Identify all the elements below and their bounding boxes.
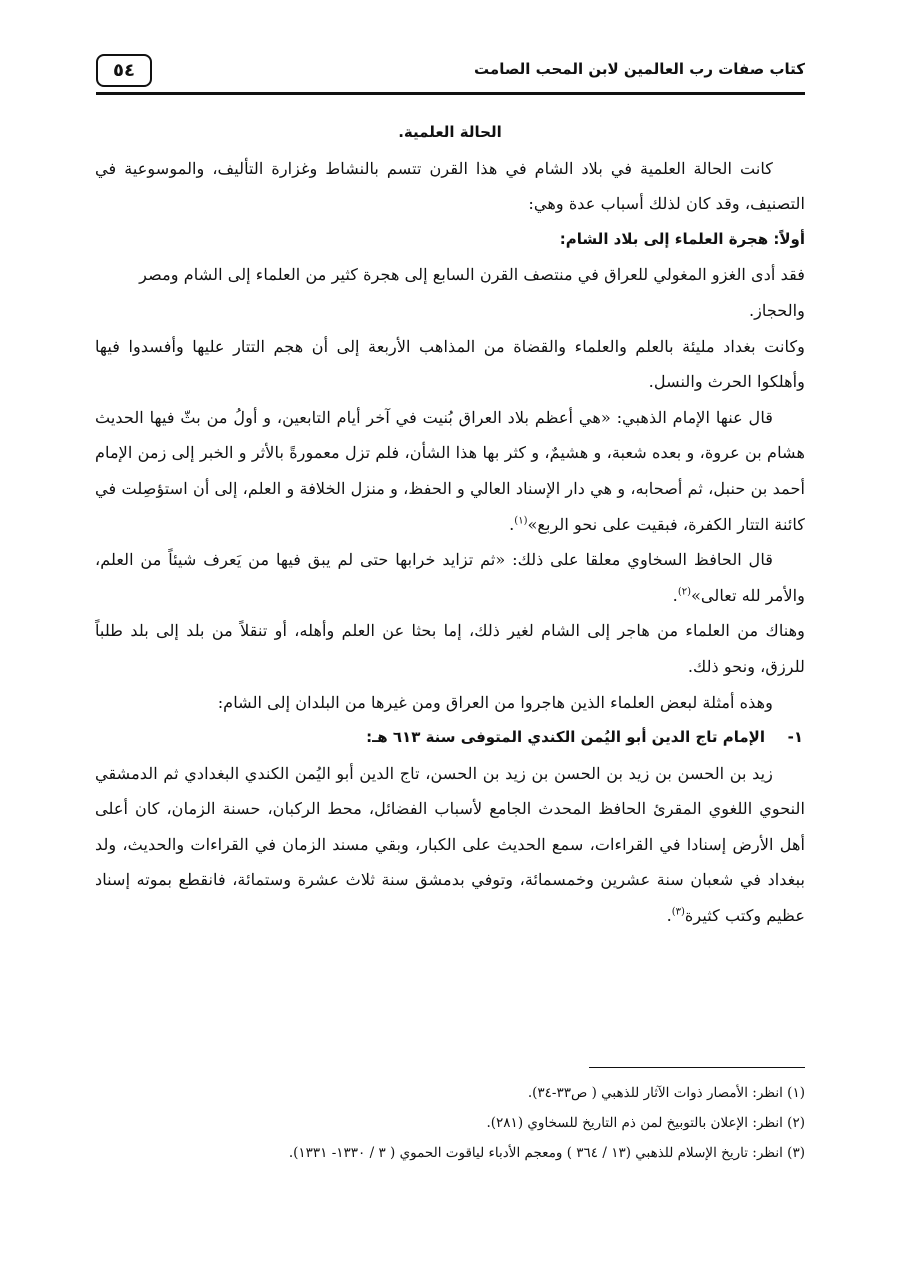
footnotes — [95, 1078, 805, 1168]
paragraph-intro: كانت الحالة العلمية في بلاد الشام في هذا القرن تتسم بالنشاط وغزارة التأليف، والموسوعية في التصنيف، وقد كان لذلك أسباب عدة وهي: — [95, 158, 805, 214]
footnote-3: (٣) انظر: تاريخ الإسلام للذهبي (١٣ / ٣٦٤ ) ومعجم الأدباء لياقوت الحموي ( ٣ / ١٣٣٠- ١٣٣١). — [288, 1145, 805, 1161]
item-number: ١- — [787, 728, 803, 747]
footnote-divider — [589, 1067, 805, 1068]
paragraph-sakhawi-quote — [95, 542, 805, 613]
punctuation: . — [672, 585, 678, 605]
footnote-ref: (٣) — [671, 906, 685, 918]
section-title: الحالة العلمية. — [398, 123, 502, 141]
footnote-ref: (١) — [514, 515, 528, 527]
main-text — [95, 115, 805, 934]
paragraph-dhahabi-quote — [95, 400, 805, 542]
subheading-text: الإمام تاج الدين أبو اليُمن الكندي المتوفى سنة ٦١٣ هـ: — [366, 728, 765, 747]
paragraph-examples-intro: وهذه أمثلة لبعض العلماء الذين هاجروا من العراق ومن غيرها من البلدان إلى الشام: — [217, 692, 773, 712]
book-title: كتاب صفات رب العالمين لابن المحب الصامت — [474, 60, 805, 78]
page-header — [96, 54, 805, 95]
quote-text: قال الحافظ السخاوي معلقا على ذلك: «ثم تزايد خرابها حتى لم يبق فيها من يَعرف شيئاً من العلم، والأمر لله تعالى» — [95, 550, 805, 605]
page-number: ٥٤ — [96, 54, 152, 87]
paragraph-mongol-invasion: فقد أدى الغزو المغولي للعراق في منتصف القرن السابع إلى هجرة كثير من العلماء إلى الشام ومصر والحجاز. — [139, 265, 805, 320]
punctuation: . — [666, 906, 672, 926]
footnote-ref: (٢) — [677, 586, 692, 598]
footnote-2: (٢) انظر: الإعلان بالتوبيخ لمن ذم التاريخ للسخاوي (٢٨١). — [486, 1115, 805, 1131]
paragraph-other-migrants: وهناك من العلماء من هاجر إلى الشام لغير ذلك، إما بحثا عن العلم وأهله، أو تنقلاً من بلد إلى بلد طلباً للرزق، ونحو ذلك. — [95, 621, 805, 676]
punctuation: . — [509, 514, 515, 534]
paragraph-kindi-bio — [95, 756, 805, 934]
bio-text: زيد بن الحسن بن زيد بن الحسن بن زيد بن الحسن، تاج الدين أبو اليُمن الكندي البغدادي ثم الدمشقي النحوي اللغوي المقرئ الحافظ المحدث الجامع لأسباب الفضائل، محط الركبان، حسنة الزمان، كان أعلى أهل الأرض إسنادا في القراءات، سمع الحديث على الكبار، وبقي مسند الزمان في القراءات والحديث، ولد ببغداد في شعبان سنة عشرين وخمسمائة، وتوفي بدمشق سنة ثلاث عشرة وستمائة، فانقطع بموته إسناد عظيم وكتب كثيرة — [95, 763, 805, 926]
subheading-migration: أولاً: هجرة العلماء إلى بلاد الشام: — [559, 229, 805, 248]
paragraph-baghdad: وكانت بغداد مليئة بالعلم والعلماء والقضاة من المذاهب الأربعة إلى أن هجم التتار عليها وأفسدوا فيها وأهلكوا الحرث والنسل. — [95, 336, 805, 392]
subheading-kindi — [95, 720, 805, 756]
quote-text: قال عنها الإمام الذهبي: «هي أعظم بلاد العراق بُنيت في آخر أيام التابعين، و أولُ من بثّ فيها الحديث هشام بن عروة، و بعده شعبة، و هشيمٌ، و كثر بها هذا الشأن، فلم تزل معمورةً بالأثر و الخبر إلى زمن الإمام أحمد بن حنبل، ثم أصحابه، و هي دار الإسناد العالي و الحفظ، و منزل الخلافة و العلم، إلى أن استؤصِلت في كائنة التتار الكفرة، فبقيت على نحو الربع» — [95, 407, 805, 534]
footnote-1: (١) انظر: الأمصار ذوات الآثار للذهبي ( ص٣٣-٣٤). — [527, 1085, 805, 1101]
